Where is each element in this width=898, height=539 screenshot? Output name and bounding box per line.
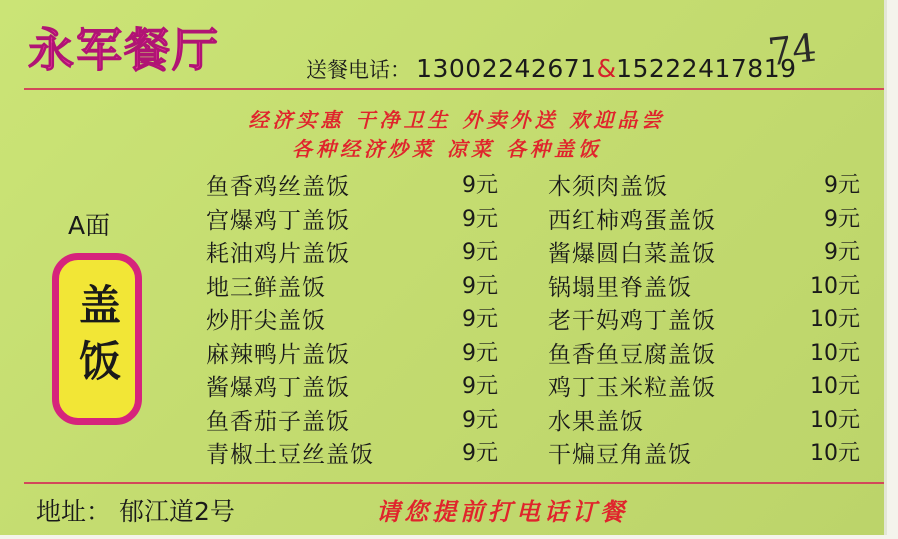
- menu-item-name: 水果盖饭: [548, 408, 644, 435]
- handwritten-note: 74: [765, 25, 819, 75]
- delivery-phone: [306, 54, 797, 84]
- menu-item: [548, 202, 860, 234]
- menu-item-price: 9元: [462, 407, 498, 433]
- menu-item-price: 10元: [810, 273, 860, 299]
- menu-item: [548, 302, 860, 334]
- menu-item-name: 西红柿鸡蛋盖饭: [548, 207, 716, 234]
- menu-item-name: 青椒土豆丝盖饭: [206, 442, 374, 468]
- phone-number-1[interactable]: 13002242671: [416, 54, 597, 83]
- menu-item: [548, 168, 860, 200]
- order-notice: 请您提前打电话订餐: [376, 497, 628, 526]
- menu-item-name: 老干妈鸡丁盖饭: [548, 308, 716, 334]
- menu-item-name: 干煸豆角盖饭: [548, 442, 692, 468]
- menu-item-name: 宫爆鸡丁盖饭: [206, 207, 350, 234]
- menu-item-price: 9元: [462, 374, 498, 399]
- menu-item: [206, 235, 498, 267]
- menu-item-name: 木须肉盖饭: [548, 174, 668, 200]
- restaurant-name: 永军餐厅: [28, 23, 220, 77]
- menu-item-price: 10元: [810, 307, 860, 332]
- phone-number-2[interactable]: 15222417819: [616, 54, 797, 83]
- menu-item-price: 9元: [462, 206, 498, 232]
- menu-item-name: 锅塌里脊盖饭: [548, 274, 692, 301]
- menu-item-name: 地三鲜盖饭: [206, 274, 326, 301]
- category-badge: [52, 253, 142, 425]
- menu-item-price: 9元: [462, 340, 498, 366]
- menu-item: [206, 436, 498, 468]
- menu-item: [548, 436, 860, 468]
- side-label: A面: [68, 211, 111, 240]
- menu-item-price: 9元: [462, 240, 498, 265]
- slogan-line-2: 各种经济炒菜 凉菜 各种盖饭: [292, 137, 602, 161]
- menu-item-name: 耗油鸡片盖饭: [206, 241, 350, 267]
- phone-separator: &: [596, 54, 617, 83]
- menu-item-price: 9元: [462, 441, 498, 466]
- menu-item-name: 酱爆鸡丁盖饭: [206, 375, 350, 401]
- menu-item-price: 10元: [810, 340, 860, 366]
- menu-item: [548, 403, 860, 435]
- top-divider: [24, 88, 884, 90]
- menu-item-name: 鸡丁玉米粒盖饭: [548, 375, 716, 401]
- menu-item-price: 9元: [824, 206, 860, 232]
- menu-item-price: 10元: [810, 407, 860, 433]
- slogan-line-1: 经济实惠 干净卫生 外卖外送 欢迎品尝: [248, 108, 666, 132]
- menu-item-name: 鱼香茄子盖饭: [206, 408, 350, 435]
- menu-item: [206, 168, 498, 200]
- menu-item-name: 鱼香鸡丝盖饭: [206, 174, 350, 200]
- menu-item: [206, 336, 498, 368]
- address: 地址： 郁江道2号: [36, 497, 235, 526]
- menu-item: [206, 269, 498, 301]
- menu-item-price: 9元: [462, 307, 498, 332]
- menu-item: [548, 235, 860, 267]
- menu-item-price: 9元: [824, 240, 860, 265]
- menu-item: [206, 302, 498, 334]
- menu-item-price: 9元: [824, 173, 860, 198]
- bottom-divider: [24, 482, 884, 484]
- menu-item: [548, 369, 860, 401]
- phone-label: 送餐电话：: [306, 58, 411, 82]
- menu-item-price: 9元: [462, 173, 498, 198]
- menu-item: [548, 336, 860, 368]
- menu-item: [548, 269, 860, 301]
- menu-item-name: 炒肝尖盖饭: [206, 308, 326, 334]
- menu-item-name: 酱爆圆白菜盖饭: [548, 241, 716, 267]
- menu-item-price: 9元: [462, 273, 498, 299]
- category-badge-text: 盖饭: [73, 283, 122, 395]
- menu-item-name: 鱼香鱼豆腐盖饭: [548, 341, 716, 368]
- menu-item-name: 麻辣鸭片盖饭: [206, 341, 350, 368]
- menu-item-price: 10元: [810, 374, 860, 399]
- menu-item-price: 10元: [810, 441, 860, 466]
- menu-item: [206, 369, 498, 401]
- menu-item: [206, 403, 498, 435]
- menu-item: [206, 202, 498, 234]
